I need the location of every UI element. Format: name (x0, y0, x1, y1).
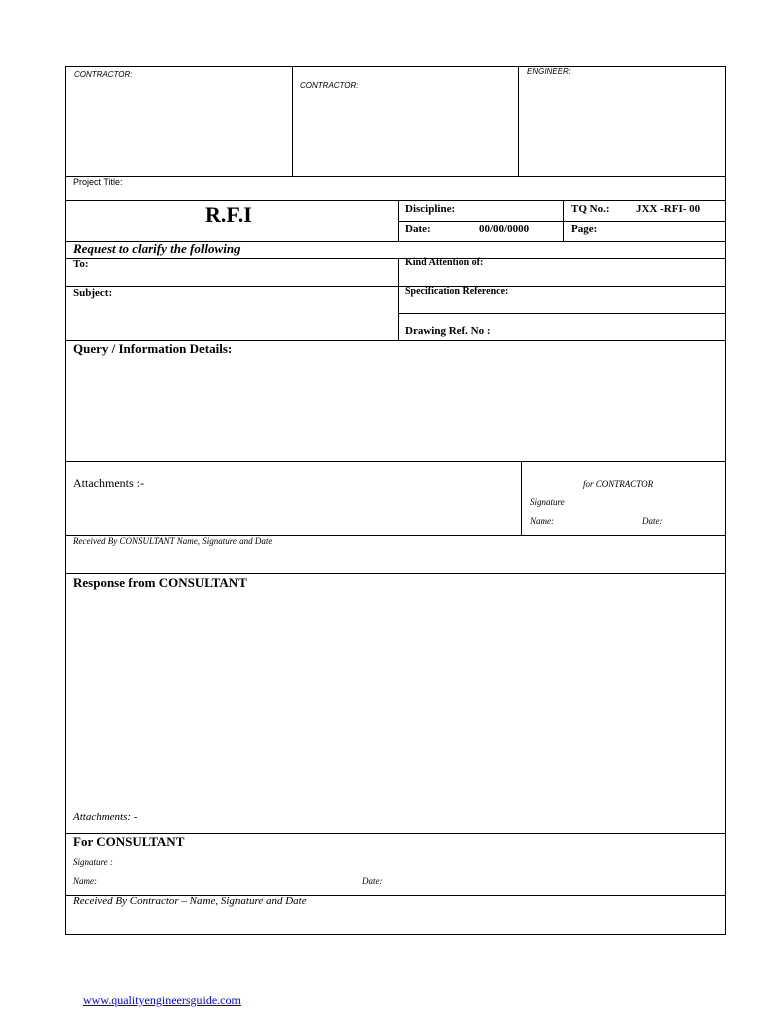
for-consultant-label: For CONSULTANT (73, 834, 185, 849)
contractor-date-label: Date: (642, 516, 663, 526)
consultant-signature-label: Signature : (73, 857, 113, 867)
rule (66, 258, 725, 259)
rule (398, 200, 399, 241)
form-title: R.F.I (205, 202, 252, 227)
rule (521, 461, 522, 535)
date-label: Date: (405, 223, 431, 235)
tq-no-value: JXX -RFI- 00 (636, 203, 701, 215)
rule (563, 200, 564, 241)
contractor-label-2: CONTRACTOR: (300, 81, 359, 90)
consultant-name-label: Name: (73, 876, 97, 886)
rule (66, 200, 725, 201)
attachments-label: Attachments :- (73, 476, 144, 490)
rule (66, 286, 725, 287)
rule (398, 258, 399, 340)
consultant-date-label: Date: (362, 876, 383, 886)
date-value: 00/00/0000 (479, 223, 530, 235)
request-heading: Request to clarify the following (73, 241, 241, 256)
rule (398, 221, 725, 222)
rule (66, 461, 725, 462)
rule (66, 573, 725, 574)
response-attachments-label: Attachments: - (73, 811, 138, 823)
tq-no-label: TQ No.: (571, 203, 610, 215)
rule (518, 67, 519, 176)
response-heading: Response from CONSULTANT (73, 575, 247, 590)
received-by-contractor: Received By Contractor – Name, Signature and Date (73, 895, 307, 907)
rule (398, 313, 725, 314)
for-contractor-label: for CONTRACTOR (583, 479, 654, 489)
contractor-name-label: Name: (530, 516, 554, 526)
query-heading: Query / Information Details: (73, 341, 233, 356)
rfi-form (65, 66, 726, 935)
to-label: To: (73, 258, 89, 270)
specification-reference-label: Specification Reference: (405, 286, 509, 297)
rule (292, 67, 293, 176)
discipline-label: Discipline: (405, 203, 456, 215)
engineer-label: ENGINEER: (527, 67, 572, 76)
contractor-signature-label: Signature (530, 497, 565, 507)
contractor-label-1: CONTRACTOR: (74, 70, 133, 79)
drawing-ref-label: Drawing Ref. No : (405, 325, 491, 337)
received-by-consultant: Received By CONSULTANT Name, Signature and Date (73, 536, 273, 546)
page-label: Page: (571, 223, 598, 235)
project-title-label: Project Title: (73, 177, 123, 187)
rule (66, 176, 725, 177)
kind-attention-label: Kind Attention of: (405, 257, 484, 268)
subject-label: Subject: (73, 287, 113, 299)
website-link[interactable]: www.qualityengineersguide.com (83, 993, 241, 1007)
